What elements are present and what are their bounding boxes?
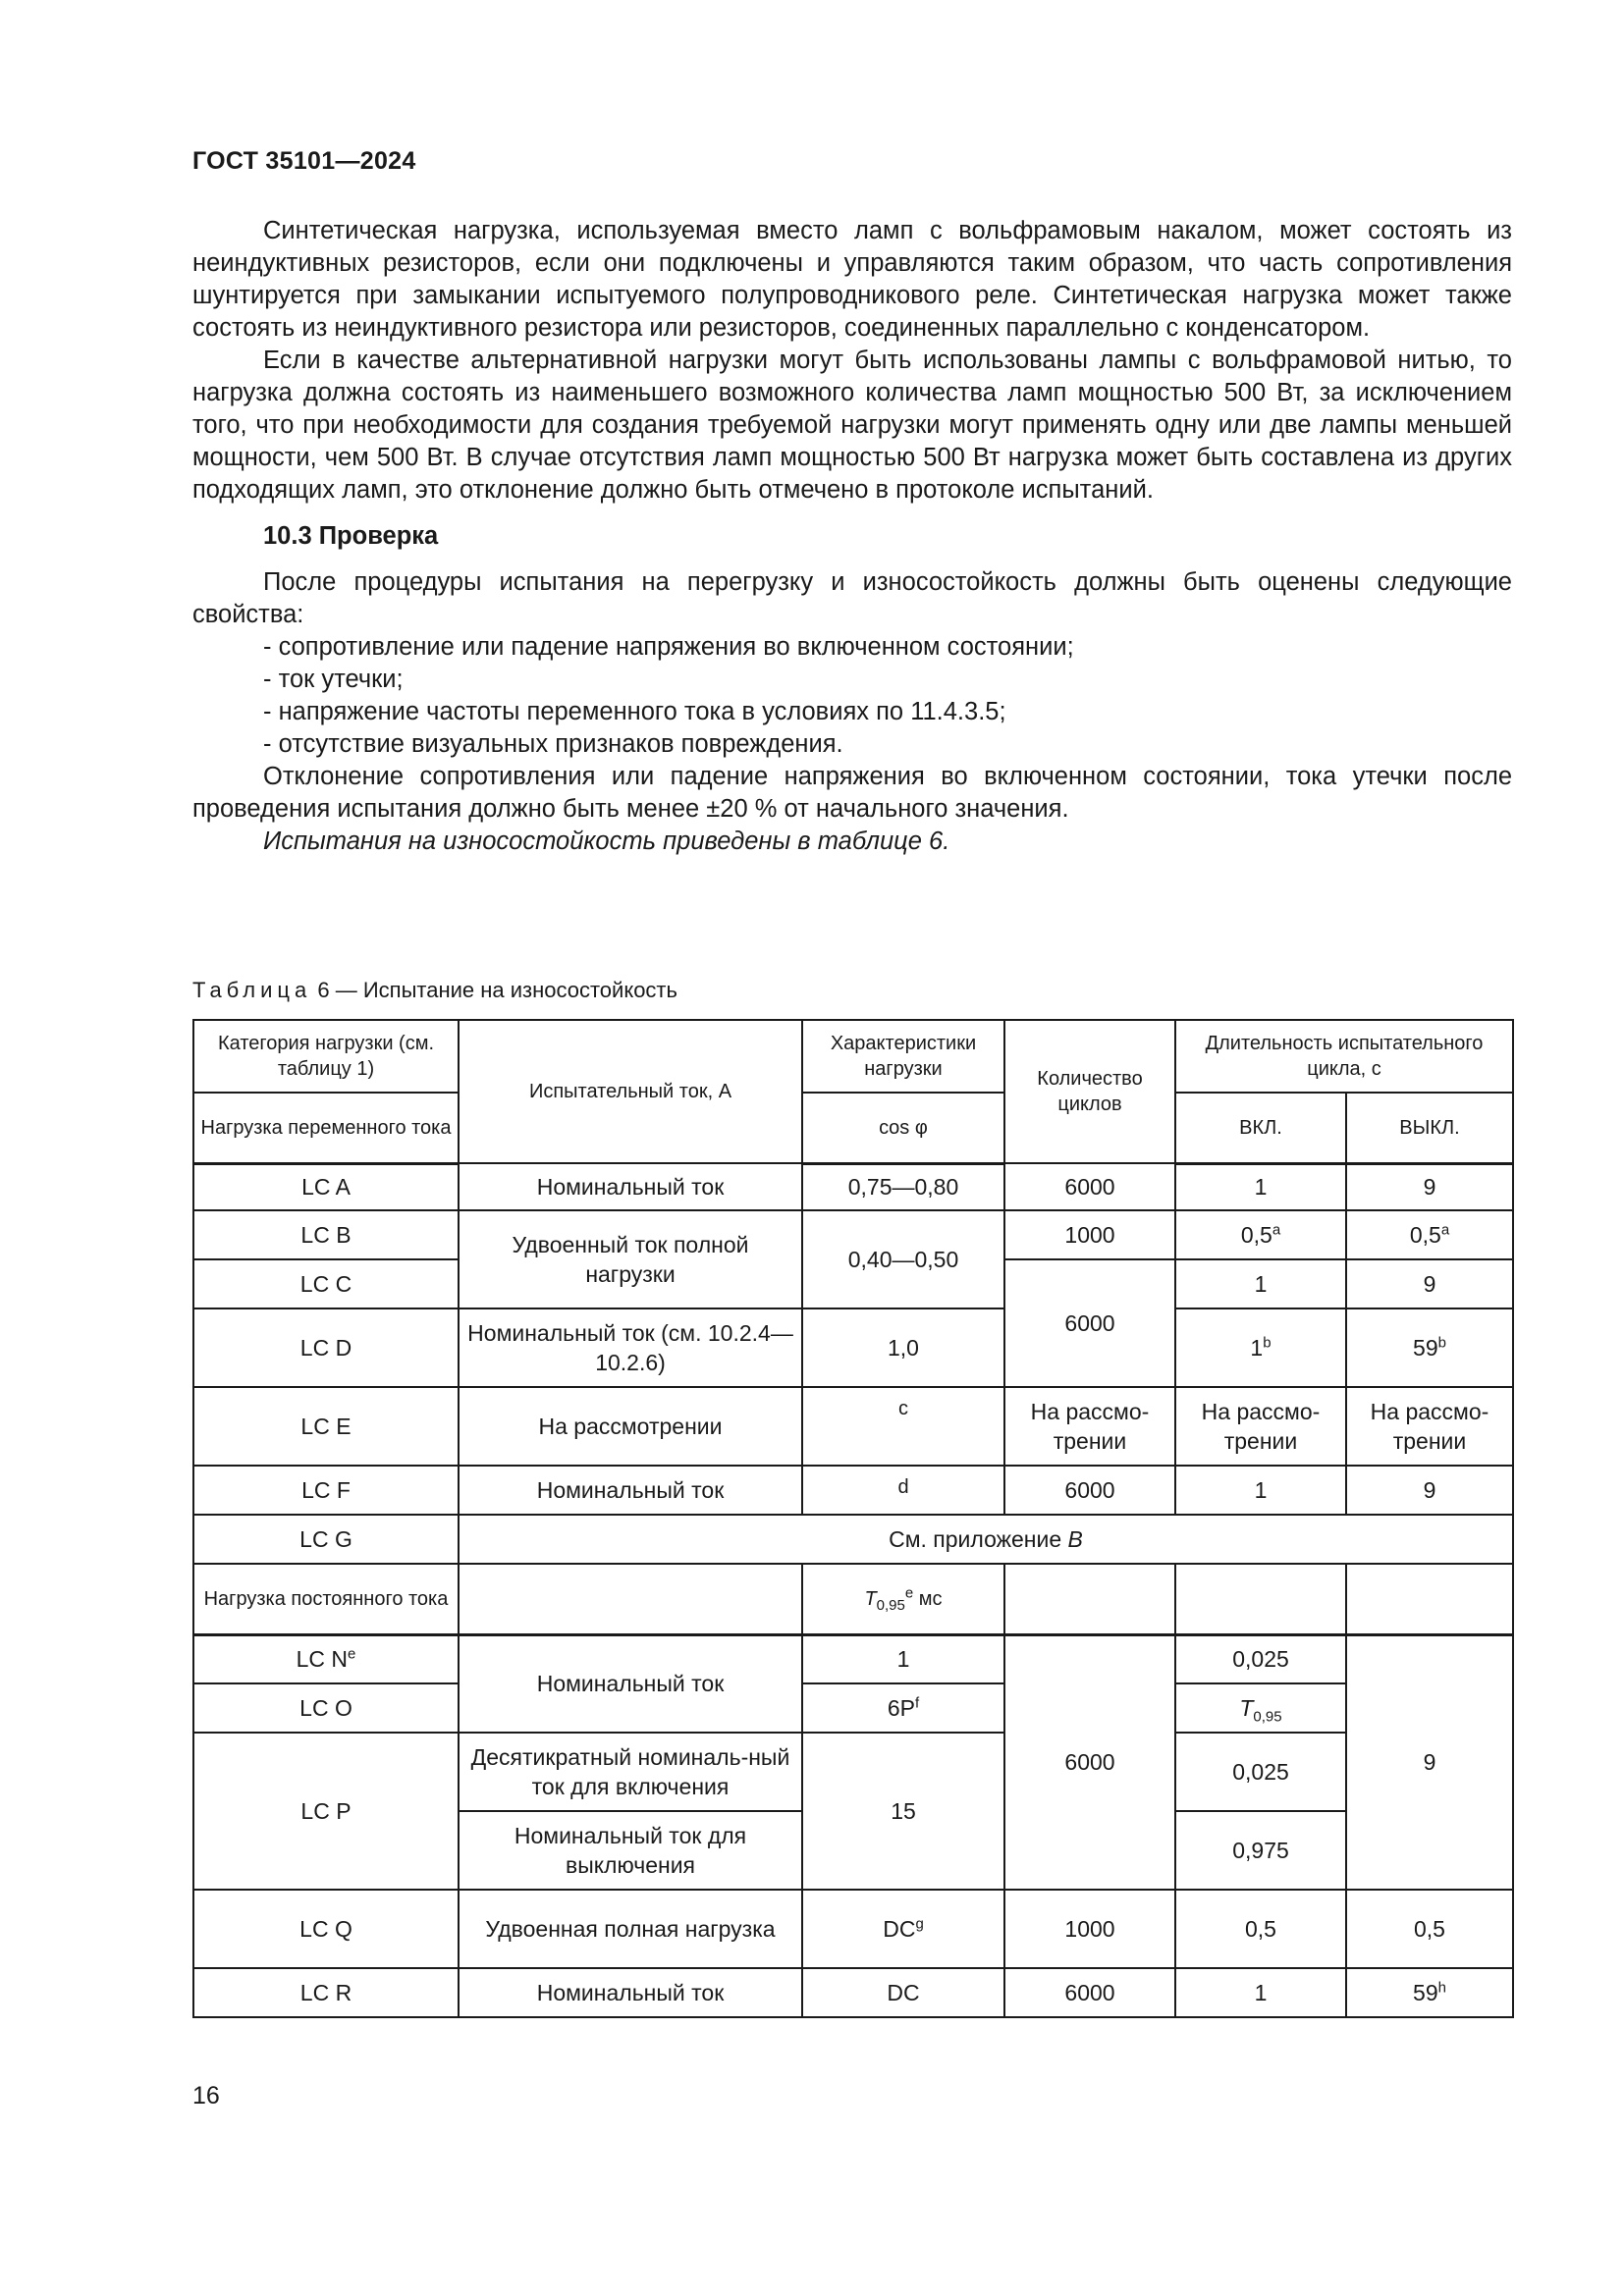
header-cos-phi: cos φ — [802, 1093, 1004, 1163]
appendix-reference — [459, 1515, 1513, 1564]
paragraph: Отклонение сопротивления или падение напряжения во включенном состоянии, тока утечки после проведения испытания должно быть менее ±20 % от начального значения. — [192, 763, 1512, 823]
footnote-mark: f — [914, 1694, 920, 1712]
off-cell — [1346, 1968, 1513, 2017]
off-cell: 9 — [1346, 1466, 1513, 1515]
on-cell — [1175, 1308, 1346, 1387]
t-symbol: T — [864, 1587, 877, 1610]
current-cell: Десятикратный номиналь-ный ток для включения — [459, 1733, 802, 1811]
empty-cell — [1004, 1564, 1175, 1634]
footnote-mark: h — [1437, 1979, 1446, 1997]
paragraph: Синтетическая нагрузка, используемая вместо ламп с вольфрамовым накалом, может состоять из неиндуктивных резисторов, если они подключены и управляются таким образом, что часть сопротивления шунтируется при замыкании испытуемого полупроводникового реле. Синтетическая нагрузка может также состоять из неиндуктивного резистора или резисторов, соединенных параллельно с конденсатором. — [192, 217, 1512, 342]
table-caption-word: Таблица — [192, 978, 312, 1002]
off-value: 0,5 — [1409, 1222, 1441, 1248]
list-item: - напряжение частоты переменного тока в условиях по 11.4.3.5; — [263, 698, 1006, 725]
off-cell: 9 — [1346, 1163, 1513, 1210]
footnote-mark: b — [1263, 1334, 1272, 1352]
header-category: Категория нагрузки (см. таблицу 1) — [193, 1020, 459, 1093]
characteristic-cell: 1,0 — [802, 1308, 1004, 1387]
characteristic-cell: 0,75—0,80 — [802, 1163, 1004, 1210]
on-cell: 0,025 — [1175, 1634, 1346, 1683]
list-item: - отсутствие визуальных признаков повреждения. — [263, 730, 843, 758]
t-subscript: 0,95 — [1253, 1708, 1282, 1726]
header-cycles: Количество циклов — [1004, 1020, 1175, 1163]
off-cell: 0,5 — [1346, 1890, 1513, 1968]
category-cell: LC O — [193, 1683, 459, 1733]
header-dc-load: Нагрузка постоянного тока — [193, 1564, 459, 1634]
current-cell: Номинальный ток — [459, 1968, 802, 2017]
unit-label: мс — [913, 1587, 943, 1610]
wear-resistance-table — [192, 1019, 1514, 2018]
header-test-current: Испытательный ток, А — [459, 1020, 802, 1163]
on-cell: 1 — [1175, 1968, 1346, 2017]
document-header: ГОСТ 35101—2024 — [192, 147, 416, 175]
body-text — [192, 215, 1512, 858]
cycles-cell: 6000 — [1004, 1466, 1175, 1515]
on-value: 1 — [1250, 1335, 1264, 1361]
characteristic-cell — [802, 1683, 1004, 1733]
footnote-mark: a — [1272, 1221, 1281, 1239]
cycles-cell: 6000 — [1004, 1634, 1175, 1890]
list-item: - сопротивление или падение напряжения во включенном состоянии; — [263, 633, 1074, 661]
current-cell: Номинальный ток для выключения — [459, 1811, 802, 1890]
category-cell — [193, 1634, 459, 1683]
header-t095 — [802, 1564, 1004, 1634]
cycles-cell: На рассмо-трении — [1004, 1387, 1175, 1466]
characteristic-cell: DC — [802, 1968, 1004, 2017]
on-cell: На рассмо-трении — [1175, 1387, 1346, 1466]
footnote-mark: g — [915, 1915, 924, 1933]
category-cell: LC P — [193, 1733, 459, 1890]
paragraph: После процедуры испытания на перегрузку и износостойкость должны быть оценены следующие свойства: — [192, 568, 1512, 628]
t-subscript: 0,95 — [876, 1596, 905, 1614]
current-cell: Номинальный ток (см. 10.2.4—10.2.6) — [459, 1308, 802, 1387]
off-cell: 9 — [1346, 1634, 1513, 1890]
characteristic-value: 6P — [887, 1695, 915, 1721]
category-cell: LC Q — [193, 1890, 459, 1968]
characteristic-footnote: c — [802, 1387, 1004, 1466]
appendix-text: См. приложение — [889, 1526, 1068, 1552]
empty-cell — [1175, 1564, 1346, 1634]
on-cell: 0,025 — [1175, 1733, 1346, 1811]
empty-cell — [459, 1564, 802, 1634]
category-cell: LC F — [193, 1466, 459, 1515]
header-off: ВЫКЛ. — [1346, 1093, 1513, 1163]
header-duration: Длительность испытательного цикла, с — [1175, 1020, 1513, 1093]
off-cell: 9 — [1346, 1259, 1513, 1308]
characteristic-value: DC — [883, 1916, 916, 1942]
off-cell: На рассмо-трении — [1346, 1387, 1513, 1466]
characteristic-cell: 15 — [802, 1733, 1004, 1890]
current-cell: Номинальный ток — [459, 1163, 802, 1210]
cycles-cell: 6000 — [1004, 1163, 1175, 1210]
characteristic-footnote: d — [802, 1466, 1004, 1515]
off-value: 59 — [1413, 1335, 1438, 1361]
cycles-cell: 6000 — [1004, 1968, 1175, 2017]
category-cell: LC C — [193, 1259, 459, 1308]
characteristic-cell — [802, 1890, 1004, 1968]
footnote-mark: e — [348, 1645, 356, 1663]
current-cell: На рассмотрении — [459, 1387, 802, 1466]
footnote-mark: e — [904, 1584, 914, 1602]
t-symbol: T — [1239, 1695, 1254, 1721]
on-value: 0,5 — [1240, 1222, 1272, 1248]
current-cell: Номинальный ток — [459, 1634, 802, 1733]
paragraph: Если в качестве альтернативной нагрузки могут быть использованы лампы с вольфрамовой нитью, то нагрузка должна состоять из наименьшего возможного количества ламп мощностью 500 Вт, за исключением того, что при необходимости для создания требуемой нагрузки могут применять одну или две лампы меньшей мощности, чем 500 Вт. В случае отсутствия ламп мощностью 500 Вт нагрузка может быть составлена из других подходящих ламп, это отклонение должно быть отмечено в протоколе испытаний. — [192, 347, 1512, 504]
category-cell: LC E — [193, 1387, 459, 1466]
off-value: 59 — [1413, 1980, 1438, 2005]
table-caption-title: 6 — Испытание на износостойкость — [311, 978, 677, 1002]
page-number: 16 — [192, 2082, 220, 2109]
category-cell: LC D — [193, 1308, 459, 1387]
characteristic-cell: 1 — [802, 1634, 1004, 1683]
section-heading: 10.3 Проверка — [263, 522, 439, 550]
cycles-cell: 6000 — [1004, 1259, 1175, 1387]
category-value: LC N — [296, 1646, 349, 1673]
footnote-mark: b — [1437, 1334, 1446, 1352]
current-cell: Удвоенный ток полной нагрузки — [459, 1210, 802, 1308]
cycles-cell: 1000 — [1004, 1210, 1175, 1259]
on-cell: 1 — [1175, 1466, 1346, 1515]
off-cell — [1346, 1210, 1513, 1259]
appendix-letter: В — [1067, 1526, 1083, 1552]
current-cell: Номинальный ток — [459, 1466, 802, 1515]
on-cell — [1175, 1683, 1346, 1733]
characteristic-cell: 0,40—0,50 — [802, 1210, 1004, 1308]
on-cell: 1 — [1175, 1259, 1346, 1308]
category-cell: LC R — [193, 1968, 459, 2017]
on-cell: 0,975 — [1175, 1811, 1346, 1890]
footnote-mark: a — [1440, 1221, 1450, 1239]
current-cell: Удвоенная полная нагрузка — [459, 1890, 802, 1968]
table-caption — [192, 978, 677, 1003]
category-cell: LC A — [193, 1163, 459, 1210]
on-cell — [1175, 1210, 1346, 1259]
cycles-cell: 1000 — [1004, 1890, 1175, 1968]
header-ac-load: Нагрузка переменного тока — [193, 1093, 459, 1163]
header-on: ВКЛ. — [1175, 1093, 1346, 1163]
category-cell: LC B — [193, 1210, 459, 1259]
list-item: - ток утечки; — [263, 666, 404, 693]
header-load-characteristics: Характеристики нагрузки — [802, 1020, 1004, 1093]
category-cell: LC G — [193, 1515, 459, 1564]
paragraph: Испытания на износостойкость приведены в таблице 6. — [263, 828, 950, 855]
empty-cell — [1346, 1564, 1513, 1634]
off-cell — [1346, 1308, 1513, 1387]
on-cell: 0,5 — [1175, 1890, 1346, 1968]
on-cell: 1 — [1175, 1163, 1346, 1210]
